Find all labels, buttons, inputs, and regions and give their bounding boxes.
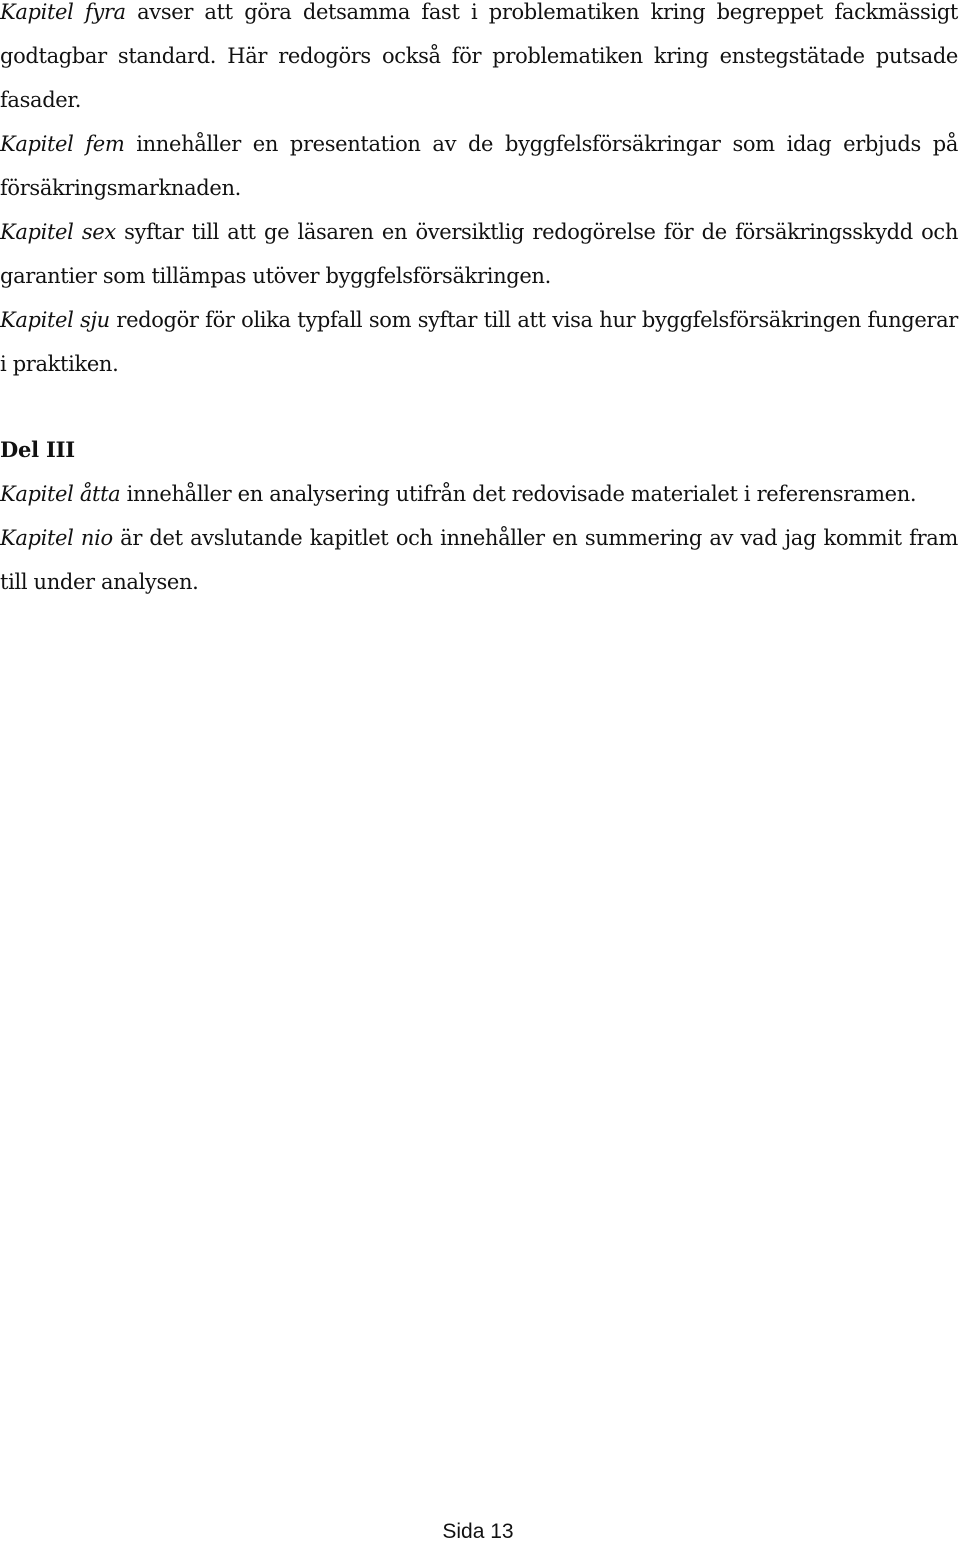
paragraph-kapitel-nio	[0, 516, 958, 604]
section-heading: Del III	[0, 437, 75, 462]
page-number: Sida 13	[442, 1520, 514, 1543]
paragraph-kapitel-sex	[0, 210, 958, 298]
chapter-lead: Kapitel åtta	[0, 482, 121, 506]
paragraph-kapitel-fem	[0, 122, 958, 210]
paragraph-text: innehåller en analysering utifrån det redovisade materialet i referensramen.	[120, 482, 917, 506]
paragraph-kapitel-atta	[0, 472, 958, 516]
paragraph-text: avser att göra detsamma fast i problematiken kring begreppet fackmässigt godtagbar standard. Här redogörs också för problematiken kring enstegstätade putsade fasader.	[0, 0, 958, 112]
chapter-lead: Kapitel fyra	[0, 0, 126, 24]
paragraph-kapitel-fyra	[0, 0, 958, 122]
paragraph-text: innehåller en presentation av de byggfelsförsäkringar som idag erbjuds på försäkringsmarknaden.	[0, 132, 958, 200]
paragraph-text: är det avslutande kapitlet och innehåller en summering av vad jag kommit fram till under analysen.	[0, 526, 958, 594]
paragraph-text: syftar till att ge läsaren en översiktlig redogörelse för de försäkringsskydd och garantier som tillämpas utöver byggfelsförsäkringen.	[0, 220, 958, 288]
chapter-lead: Kapitel fem	[0, 132, 125, 156]
chapter-lead: Kapitel sju	[0, 308, 110, 332]
paragraph-kapitel-sju	[0, 298, 958, 386]
document-body	[0, 0, 960, 604]
chapter-lead: Kapitel sex	[0, 220, 116, 244]
paragraph-text: redogör för olika typfall som syftar till att visa hur byggfelsförsäkringen fungerar i praktiken.	[0, 308, 958, 376]
chapter-lead: Kapitel nio	[0, 526, 113, 550]
